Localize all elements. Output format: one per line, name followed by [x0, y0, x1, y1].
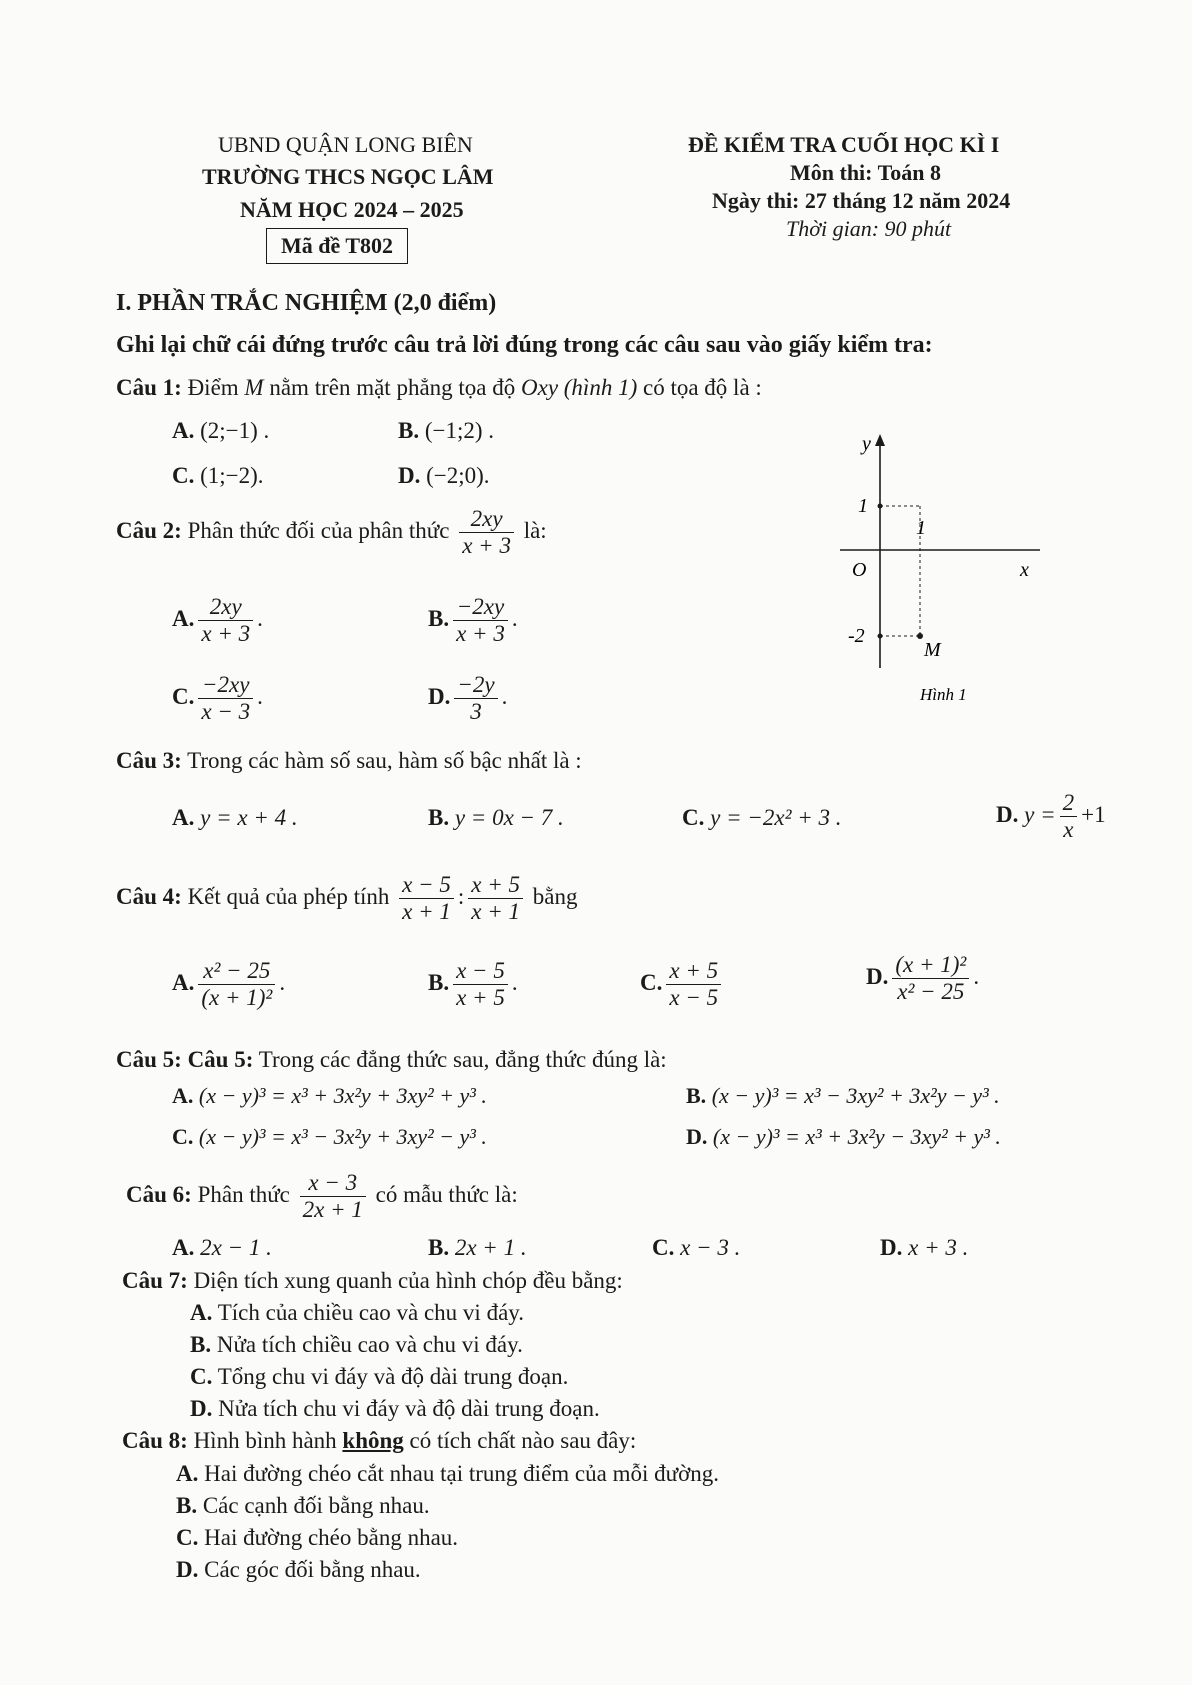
- q2-tail: là:: [523, 518, 547, 544]
- q7-d-letter: D.: [190, 1396, 213, 1421]
- q2-option-c: C. $\frac{-2xy}{x - 3}$ .: [172, 672, 263, 725]
- q1-c-value: (1;−2).: [200, 463, 264, 488]
- q3-text: Trong các hàm số sau, hàm số bậc nhất là :: [187, 748, 582, 773]
- q1-d-value: (−2;0).: [426, 463, 490, 488]
- q4-option-a: A. $\frac{\text{x² − 25}}{\text{(x + 1)²}}$ .: [172, 958, 286, 1011]
- q1-a-value: (2;−1) .: [200, 418, 270, 443]
- q6-b-value: 2x + 1 .: [454, 1235, 527, 1260]
- q3-b-value: y = 0x − 7 .: [454, 805, 564, 830]
- q4-d-den: x² − 25: [897, 979, 965, 1005]
- q1-option-b: [398, 418, 494, 444]
- q4-frac-1: [399, 872, 454, 926]
- q2-frac-den: x + 3: [462, 533, 511, 559]
- q4-text: Kết quả của phép tính: [187, 884, 390, 910]
- exam-date: Ngày thi: 27 tháng 12 năm 2024: [712, 188, 1011, 213]
- q5-label-repeat: Câu 5:: [187, 1047, 254, 1072]
- tick-1y-dot: [878, 504, 883, 509]
- q4-c-frac: [666, 958, 721, 1012]
- q6-option-b: [428, 1235, 527, 1261]
- y-axis-arrow: [875, 434, 885, 446]
- q1-label: Câu 1:: [116, 375, 182, 400]
- q8-option-d: [176, 1557, 421, 1583]
- q2-a-letter: A.: [172, 606, 195, 632]
- q1-b-letter: B.: [398, 418, 420, 443]
- q4-b-letter: B.: [428, 970, 450, 996]
- tick-m2-label: -2: [848, 625, 865, 647]
- q2-b-num: −2xy: [453, 594, 508, 621]
- q2-c-den: x − 3: [201, 699, 251, 725]
- q3-d-post: +1: [1081, 802, 1106, 828]
- q7-c-letter: C.: [190, 1364, 213, 1389]
- question-1: [116, 375, 762, 401]
- q4-a-den: (x + 1)²: [201, 985, 273, 1011]
- q5-a-value: (x − y)³ = x³ + 3x²y + 3xy² + y³ .: [198, 1083, 487, 1108]
- point-m-label: M: [924, 639, 941, 661]
- q4-a-num: x² − 25: [198, 958, 275, 985]
- q2-a-num: 2xy: [198, 594, 253, 621]
- q2-b-frac: [453, 594, 508, 648]
- q8-d-letter: D.: [176, 1557, 199, 1582]
- duration: Thời gian: 90 phút: [786, 216, 952, 241]
- school-year: NĂM HỌC 2024 – 2025: [240, 197, 464, 222]
- q7-text: Diện tích xung quanh của hình chóp đều bằng:: [193, 1268, 623, 1293]
- q8-c-value: Hai đường chéo bằng nhau.: [204, 1525, 459, 1550]
- question-2: [116, 506, 547, 560]
- q6-option-d: [880, 1235, 968, 1261]
- q1-c-letter: C.: [172, 463, 195, 488]
- q5-c-value: (x − y)³ = x³ − 3x²y + 3xy² − y³ .: [198, 1124, 487, 1149]
- q1-text-2: nằm trên mặt phẳng tọa độ: [269, 375, 516, 400]
- q6-tail: có mẫu thức là:: [375, 1182, 518, 1208]
- q4-b-frac: [453, 958, 508, 1012]
- q6-d-value: x + 3 .: [908, 1235, 969, 1260]
- figure-caption: Hình 1: [920, 685, 967, 704]
- q4-d-letter: D.: [866, 964, 889, 990]
- q6-option-a: [172, 1235, 272, 1261]
- q4-label: Câu 4:: [116, 884, 182, 910]
- q4-a-frac: [198, 958, 275, 1012]
- q7-a-value: Tích của chiều cao và chu vi đáy.: [217, 1300, 525, 1325]
- q2-frac-num: 2xy: [459, 506, 514, 533]
- q5-c-letter: C.: [172, 1124, 194, 1149]
- q8-emphasis: không: [342, 1428, 404, 1453]
- q6-fraction: [300, 1170, 366, 1224]
- q2-c-num: −2xy: [198, 672, 253, 699]
- x-label: x: [1020, 559, 1029, 581]
- q6-a-letter: A.: [172, 1235, 195, 1260]
- q4-c-letter: C.: [640, 970, 663, 996]
- q2-d-num: −2y: [454, 672, 497, 699]
- question-7: [122, 1268, 623, 1294]
- q5-b-value: (x − y)³ = x³ − 3xy² + 3x²y − y³ .: [711, 1083, 1000, 1108]
- q3-d-frac: [1060, 790, 1078, 844]
- q8-a-letter: A.: [176, 1461, 199, 1486]
- q8-label: Câu 8:: [122, 1428, 188, 1453]
- coordinate-figure: [820, 428, 1050, 708]
- q1-b-value: (−1;2) .: [424, 418, 495, 443]
- q7-option-c: [190, 1364, 568, 1390]
- q1-text-3: có tọa độ là :: [643, 375, 762, 400]
- section-title: I. PHẦN TRẮC NGHIỆM (2,0 điểm): [116, 290, 497, 316]
- q6-b-letter: B.: [428, 1235, 450, 1260]
- exam-code-box: Mã đề T802: [266, 228, 408, 264]
- origin-label: O: [852, 559, 867, 581]
- q3-c-letter: C.: [682, 805, 705, 830]
- q1-option-a: [172, 418, 269, 444]
- q5-option-b: [686, 1083, 1000, 1109]
- q4-d-num: (x + 1)²: [892, 952, 969, 979]
- q2-label: Câu 2:: [116, 518, 182, 544]
- q2-d-frac: [454, 672, 497, 726]
- q7-d-value: Nửa tích chu vi đáy và độ dài trung đoạn.: [218, 1396, 600, 1421]
- q3-d-pre: y =: [1024, 802, 1056, 828]
- q6-d-letter: D.: [880, 1235, 903, 1260]
- q7-option-d: [190, 1396, 600, 1422]
- q2-a-den: x + 3: [201, 621, 251, 647]
- q4-f1-num: x − 5: [399, 872, 454, 899]
- q5-text: Trong các đẳng thức sau, đẳng thức đúng là:: [258, 1047, 667, 1072]
- q3-c-value: y = −2x² + 3 .: [710, 805, 842, 830]
- q3-d-den: x: [1063, 817, 1074, 843]
- q4-c-num: x + 5: [666, 958, 721, 985]
- q1-option-c: [172, 463, 264, 489]
- q1-text: Điểm: [187, 375, 239, 400]
- q3-d-num: 2: [1060, 790, 1078, 817]
- district-name: UBND QUẬN LONG BIÊN: [218, 132, 473, 157]
- q6-option-c: [652, 1235, 740, 1261]
- q5-option-d: [686, 1124, 1001, 1150]
- q3-option-a: [172, 805, 298, 831]
- q8-b-letter: B.: [176, 1493, 198, 1518]
- q2-b-letter: B.: [428, 606, 450, 632]
- q1-point: M: [244, 375, 264, 400]
- q4-operator: :: [457, 884, 465, 910]
- q6-text: Phân thức: [197, 1182, 290, 1208]
- q4-option-d: D. $\frac{\text{(x + 1)²}}{\text{x² − 25}}$ .: [866, 952, 980, 1005]
- q7-option-a: [190, 1300, 524, 1326]
- q2-c-letter: C.: [172, 684, 195, 710]
- q8-b-value: Các cạnh đối bằng nhau.: [202, 1493, 430, 1518]
- subject: Môn thi: Toán 8: [790, 160, 941, 185]
- question-4: [116, 872, 577, 926]
- school-name: TRƯỜNG THCS NGỌC LÂM: [202, 164, 494, 189]
- q8-d-value: Các góc đối bằng nhau.: [204, 1557, 421, 1582]
- q8-text-2: có tích chất nào sau đây:: [409, 1428, 637, 1453]
- q4-b-den: x + 5: [456, 985, 505, 1011]
- q1-option-d: [398, 463, 490, 489]
- q5-a-letter: A.: [172, 1083, 194, 1108]
- q2-d-den: 3: [470, 699, 482, 725]
- q4-c-den: x − 5: [669, 985, 719, 1011]
- q1-a-letter: A.: [172, 418, 195, 443]
- q6-frac-den: 2x + 1: [302, 1197, 363, 1223]
- q3-option-c: [682, 805, 842, 831]
- q5-option-c: [172, 1124, 487, 1150]
- q2-option-a: A. $\frac{2xy}{x + 3}$ .: [172, 594, 263, 647]
- q3-a-value: y = x + 4 .: [200, 805, 298, 830]
- q8-option-c: [176, 1525, 458, 1551]
- question-3: [116, 748, 582, 774]
- q4-option-c: [640, 958, 725, 1012]
- q8-option-a: [176, 1461, 719, 1487]
- q4-f2-num: x + 5: [468, 872, 523, 899]
- q3-label: Câu 3:: [116, 748, 182, 773]
- q4-option-b: B. $\frac{x - 5}{x + 5}$ .: [428, 958, 518, 1011]
- q4-d-frac: [892, 952, 969, 1006]
- point-m-dot: [917, 633, 923, 639]
- q4-a-letter: A.: [172, 970, 195, 996]
- q2-d-letter: D.: [428, 684, 451, 710]
- q3-a-letter: A.: [172, 805, 195, 830]
- q3-option-b: [428, 805, 564, 831]
- q6-c-value: x − 3 .: [680, 1235, 741, 1260]
- q5-b-letter: B.: [686, 1083, 707, 1108]
- q3-option-d: [996, 790, 1106, 844]
- q4-b-num: x − 5: [453, 958, 508, 985]
- q6-frac-num: x − 3: [300, 1170, 366, 1197]
- q7-a-letter: A.: [190, 1300, 213, 1325]
- q8-option-b: [176, 1493, 430, 1519]
- q3-d-letter: D.: [996, 802, 1019, 828]
- q6-c-letter: C.: [652, 1235, 675, 1260]
- q2-c-frac: [198, 672, 253, 726]
- question-6: [126, 1170, 518, 1224]
- q3-b-letter: B.: [428, 805, 450, 830]
- q5-d-value: (x − y)³ = x³ + 3x²y − 3xy² + y³ .: [712, 1124, 1001, 1149]
- tick-1x-label: 1: [916, 517, 926, 539]
- q1-plane: Oxy (hình 1): [521, 375, 638, 400]
- q4-f1-den: x + 1: [402, 899, 451, 925]
- q5-label: Câu 5:: [116, 1047, 182, 1072]
- q7-c-value: Tổng chu vi đáy và độ dài trung đoạn.: [217, 1364, 569, 1389]
- q5-option-a: [172, 1083, 487, 1109]
- q1-d-letter: D.: [398, 463, 421, 488]
- q6-a-value: 2x − 1 .: [200, 1235, 272, 1260]
- q2-a-frac: [198, 594, 253, 648]
- exam-title: ĐỀ KIỂM TRA CUỐI HỌC KÌ I: [688, 132, 1000, 157]
- q4-f2-den: x + 1: [471, 899, 520, 925]
- q7-b-value: Nửa tích chiều cao và chu vi đáy.: [216, 1332, 523, 1357]
- q4-tail: bằng: [532, 884, 578, 910]
- tick-m2-dot: [878, 634, 883, 639]
- q6-label: Câu 6:: [126, 1182, 192, 1208]
- instruction: Ghi lại chữ cái đứng trước câu trả lời đúng trong các câu sau vào giấy kiểm tra:: [116, 332, 933, 358]
- q2-fraction: [459, 506, 514, 560]
- q5-d-letter: D.: [686, 1124, 708, 1149]
- q8-c-letter: C.: [176, 1525, 199, 1550]
- q8-text: Hình bình hành: [193, 1428, 337, 1453]
- question-5: [116, 1047, 667, 1073]
- q2-text: Phân thức đối của phân thức: [187, 518, 450, 544]
- q7-b-letter: B.: [190, 1332, 212, 1357]
- q2-option-b: B. $\frac{-2xy}{x + 3}$ .: [428, 594, 518, 647]
- q2-option-d: D. $\frac{-2y}{3}$ .: [428, 672, 508, 725]
- q4-frac-2: [468, 872, 523, 926]
- q8-a-value: Hai đường chéo cắt nhau tại trung điểm của mỗi đường.: [204, 1461, 719, 1486]
- q7-label: Câu 7:: [122, 1268, 188, 1293]
- question-8: [122, 1428, 636, 1454]
- y-label: y: [862, 433, 871, 455]
- tick-1y-label: 1: [858, 495, 868, 517]
- q7-option-b: [190, 1332, 523, 1358]
- q2-b-den: x + 3: [456, 621, 505, 647]
